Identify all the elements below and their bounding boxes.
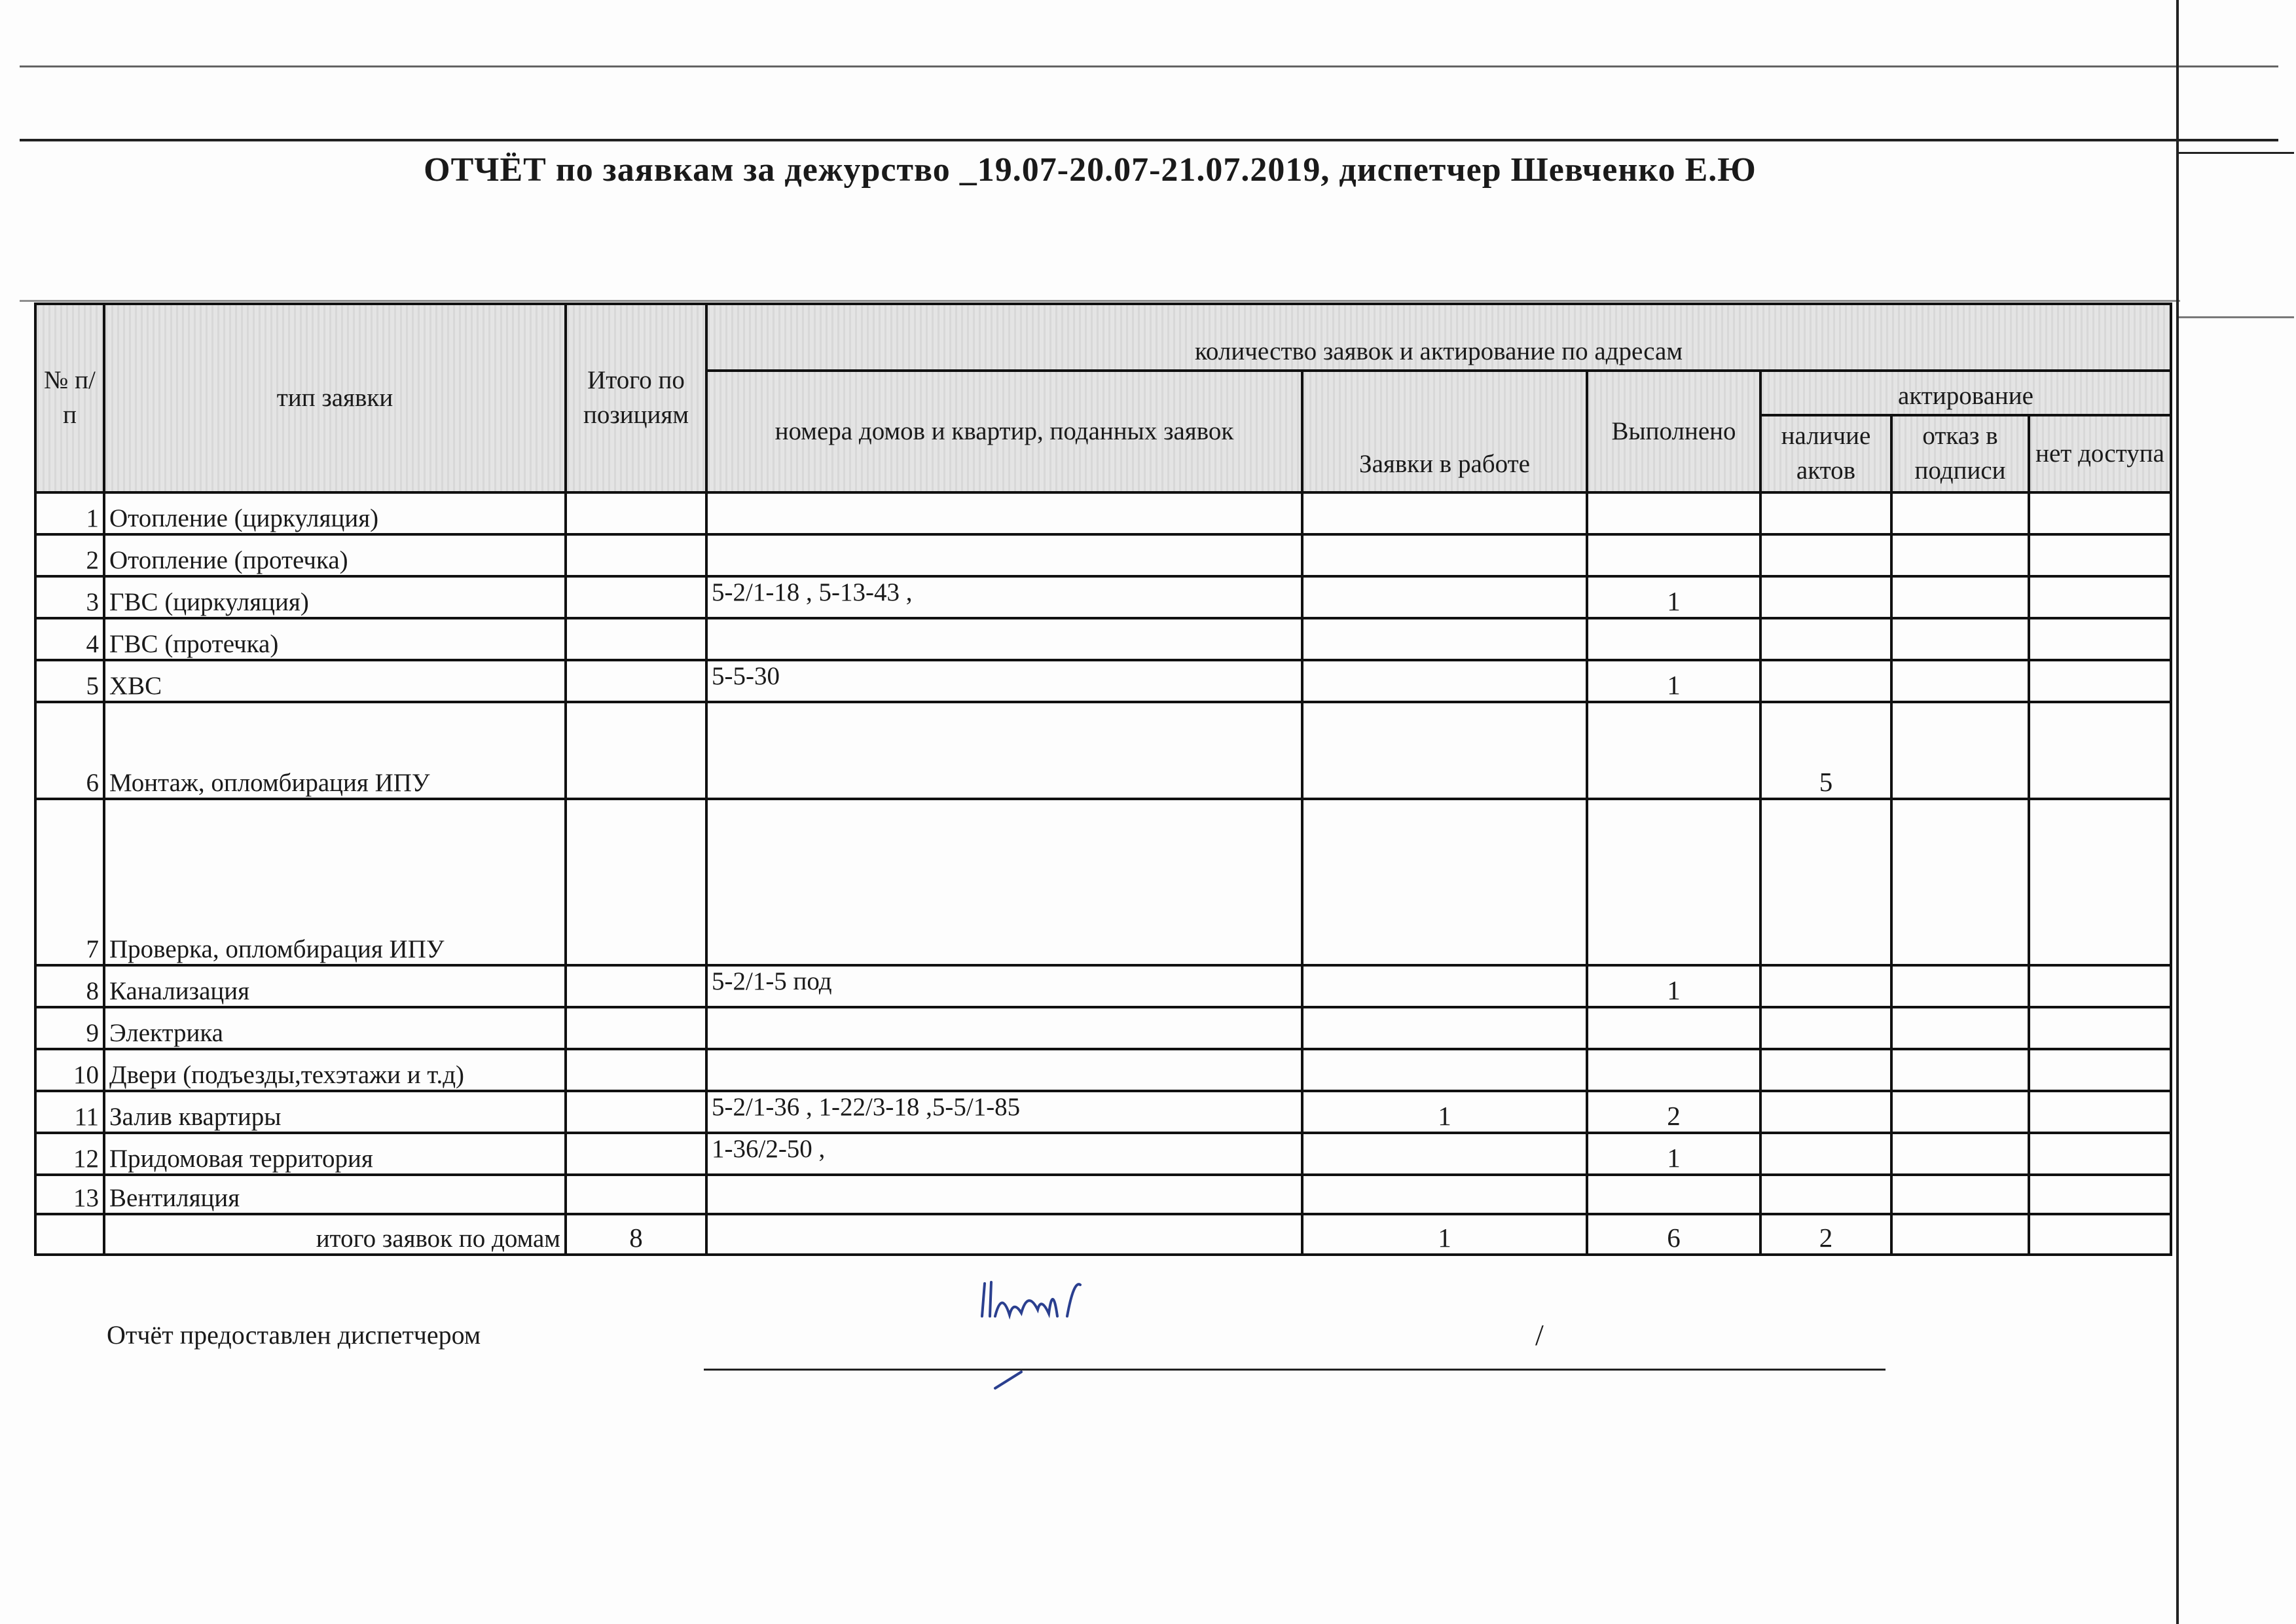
row-refusal bbox=[1891, 492, 2029, 534]
row-num: 5 bbox=[35, 660, 104, 702]
table-row bbox=[35, 660, 2171, 702]
row-in-work bbox=[1302, 660, 1587, 702]
row-itogo bbox=[566, 1049, 706, 1091]
row-num: 11 bbox=[35, 1091, 104, 1133]
report-table bbox=[34, 303, 2172, 1256]
header-num: № п/п bbox=[35, 304, 104, 492]
row-no-access bbox=[2029, 1133, 2171, 1175]
row-type: Монтаж, опломбирация ИПУ bbox=[104, 702, 566, 799]
right-stub-line-2 bbox=[2176, 316, 2294, 318]
row-refusal bbox=[1891, 799, 2029, 965]
row-num: 7 bbox=[35, 799, 104, 965]
row-refusal bbox=[1891, 1007, 2029, 1049]
totals-acts: 2 bbox=[1760, 1214, 1891, 1255]
row-in-work bbox=[1302, 1175, 1587, 1214]
row-no-access bbox=[2029, 799, 2171, 965]
row-in-work bbox=[1302, 1133, 1587, 1175]
header-no-access: нет доступа bbox=[2029, 415, 2171, 492]
row-num: 8 bbox=[35, 965, 104, 1007]
row-done bbox=[1587, 1175, 1760, 1214]
row-done bbox=[1587, 1007, 1760, 1049]
row-itogo bbox=[566, 1091, 706, 1133]
row-done: 1 bbox=[1587, 576, 1760, 618]
row-itogo bbox=[566, 576, 706, 618]
row-done bbox=[1587, 492, 1760, 534]
row-done: 1 bbox=[1587, 965, 1760, 1007]
row-num: 10 bbox=[35, 1049, 104, 1091]
row-acts bbox=[1760, 534, 1891, 576]
header-act-group: актирование bbox=[1760, 371, 2171, 415]
row-addresses bbox=[706, 1175, 1302, 1214]
row-addresses: 5-5-30 bbox=[706, 660, 1302, 702]
row-itogo bbox=[566, 702, 706, 799]
table-row bbox=[35, 618, 2171, 660]
row-done: 1 bbox=[1587, 1133, 1760, 1175]
row-itogo bbox=[566, 1007, 706, 1049]
header-group: количество заявок и актирование по адресам bbox=[706, 304, 2171, 371]
row-num: 4 bbox=[35, 618, 104, 660]
report-title: ОТЧЁТ по заявкам за дежурство _19.07-20.07-21.07.2019, диспетчер Шевченко Е.Ю bbox=[424, 151, 1757, 189]
row-refusal bbox=[1891, 965, 2029, 1007]
table-row bbox=[35, 576, 2171, 618]
header-in-work: Заявки в работе bbox=[1302, 371, 1587, 492]
row-itogo bbox=[566, 618, 706, 660]
table-row bbox=[35, 799, 2171, 965]
row-done bbox=[1587, 534, 1760, 576]
header-type: тип заявки bbox=[104, 304, 566, 492]
row-num: 12 bbox=[35, 1133, 104, 1175]
row-in-work bbox=[1302, 965, 1587, 1007]
row-num: 2 bbox=[35, 534, 104, 576]
row-in-work bbox=[1302, 534, 1587, 576]
table-row bbox=[35, 702, 2171, 799]
row-in-work bbox=[1302, 576, 1587, 618]
row-addresses bbox=[706, 618, 1302, 660]
row-acts bbox=[1760, 492, 1891, 534]
row-num: 6 bbox=[35, 702, 104, 799]
right-margin-line bbox=[2176, 0, 2179, 1624]
footer-slash: / bbox=[1535, 1318, 1544, 1352]
row-itogo bbox=[566, 534, 706, 576]
row-num: 1 bbox=[35, 492, 104, 534]
row-done bbox=[1587, 702, 1760, 799]
header-refusal: отказ в подписи bbox=[1891, 415, 2029, 492]
row-in-work bbox=[1302, 1007, 1587, 1049]
row-refusal bbox=[1891, 1091, 2029, 1133]
row-done bbox=[1587, 618, 1760, 660]
row-itogo bbox=[566, 965, 706, 1007]
row-addresses bbox=[706, 1007, 1302, 1049]
table-row bbox=[35, 1175, 2171, 1214]
row-acts bbox=[1760, 799, 1891, 965]
row-in-work bbox=[1302, 799, 1587, 965]
row-in-work bbox=[1302, 618, 1587, 660]
row-refusal bbox=[1891, 576, 2029, 618]
row-type: Залив квартиры bbox=[104, 1091, 566, 1133]
row-in-work bbox=[1302, 1049, 1587, 1091]
header-acts: наличие актов bbox=[1760, 415, 1891, 492]
row-itogo bbox=[566, 799, 706, 965]
row-done: 1 bbox=[1587, 660, 1760, 702]
row-no-access bbox=[2029, 576, 2171, 618]
row-type: Двери (подъезды,техэтажи и т.д) bbox=[104, 1049, 566, 1091]
row-type: ХВС bbox=[104, 660, 566, 702]
row-acts bbox=[1760, 618, 1891, 660]
row-refusal bbox=[1891, 660, 2029, 702]
row-in-work: 1 bbox=[1302, 1091, 1587, 1133]
header-done: Выполнено bbox=[1587, 371, 1760, 492]
row-type: ГВС (циркуляция) bbox=[104, 576, 566, 618]
row-addresses bbox=[706, 702, 1302, 799]
table-row bbox=[35, 965, 2171, 1007]
row-acts bbox=[1760, 1133, 1891, 1175]
totals-addresses bbox=[706, 1214, 1302, 1255]
top-rule-2 bbox=[20, 139, 2278, 141]
row-addresses: 5-2/1-36 , 1-22/3-18 ,5-5/1-85 bbox=[706, 1091, 1302, 1133]
totals-num-cell bbox=[35, 1214, 104, 1255]
row-num: 13 bbox=[35, 1175, 104, 1214]
row-no-access bbox=[2029, 1049, 2171, 1091]
row-in-work bbox=[1302, 702, 1587, 799]
table-row bbox=[35, 1049, 2171, 1091]
row-acts bbox=[1760, 965, 1891, 1007]
totals-in-work: 1 bbox=[1302, 1214, 1587, 1255]
row-refusal bbox=[1891, 1049, 2029, 1091]
top-rule-1 bbox=[20, 65, 2278, 67]
row-acts bbox=[1760, 1007, 1891, 1049]
row-no-access bbox=[2029, 1091, 2171, 1133]
totals-row bbox=[35, 1214, 2171, 1255]
row-no-access bbox=[2029, 534, 2171, 576]
row-no-access bbox=[2029, 1007, 2171, 1049]
signature bbox=[975, 1277, 1133, 1398]
row-type: Отопление (протечка) bbox=[104, 534, 566, 576]
row-addresses bbox=[706, 1049, 1302, 1091]
row-refusal bbox=[1891, 618, 2029, 660]
row-acts: 5 bbox=[1760, 702, 1891, 799]
header-addresses: номера домов и квартир, поданных заявок bbox=[706, 371, 1302, 492]
row-type: Канализация bbox=[104, 965, 566, 1007]
totals-itogo: 8 bbox=[566, 1214, 706, 1255]
row-itogo bbox=[566, 660, 706, 702]
row-type: Вентиляция bbox=[104, 1175, 566, 1214]
row-no-access bbox=[2029, 1175, 2171, 1214]
row-num: 9 bbox=[35, 1007, 104, 1049]
row-refusal bbox=[1891, 534, 2029, 576]
totals-done: 6 bbox=[1587, 1214, 1760, 1255]
row-type: Проверка, опломбирация ИПУ bbox=[104, 799, 566, 965]
row-acts bbox=[1760, 576, 1891, 618]
table-top-rule bbox=[20, 300, 2180, 302]
row-addresses bbox=[706, 492, 1302, 534]
table-row bbox=[35, 492, 2171, 534]
row-no-access bbox=[2029, 965, 2171, 1007]
table-row bbox=[35, 1091, 2171, 1133]
totals-refusal bbox=[1891, 1214, 2029, 1255]
signature-line bbox=[704, 1369, 1886, 1371]
row-type: Отопление (циркуляция) bbox=[104, 492, 566, 534]
row-acts bbox=[1760, 1091, 1891, 1133]
table-row bbox=[35, 1007, 2171, 1049]
totals-label: итого заявок по домам bbox=[104, 1214, 566, 1255]
row-acts bbox=[1760, 1175, 1891, 1214]
row-no-access bbox=[2029, 618, 2171, 660]
row-type: ГВС (протечка) bbox=[104, 618, 566, 660]
table-row bbox=[35, 534, 2171, 576]
table-row bbox=[35, 1133, 2171, 1175]
row-addresses bbox=[706, 534, 1302, 576]
row-type: Придомовая территория bbox=[104, 1133, 566, 1175]
totals-no-access bbox=[2029, 1214, 2171, 1255]
row-no-access bbox=[2029, 660, 2171, 702]
row-itogo bbox=[566, 1133, 706, 1175]
row-num: 3 bbox=[35, 576, 104, 618]
row-refusal bbox=[1891, 702, 2029, 799]
row-in-work bbox=[1302, 492, 1587, 534]
row-refusal bbox=[1891, 1175, 2029, 1214]
row-no-access bbox=[2029, 702, 2171, 799]
footer-label: Отчёт предоставлен диспетчером bbox=[107, 1320, 481, 1350]
row-addresses: 1-36/2-50 , bbox=[706, 1133, 1302, 1175]
row-itogo bbox=[566, 1175, 706, 1214]
row-acts bbox=[1760, 660, 1891, 702]
right-stub-line bbox=[2176, 152, 2294, 154]
row-no-access bbox=[2029, 492, 2171, 534]
row-itogo bbox=[566, 492, 706, 534]
header-itogo: Итого по позициям bbox=[566, 304, 706, 492]
row-addresses: 5-2/1-18 , 5-13-43 , bbox=[706, 576, 1302, 618]
row-refusal bbox=[1891, 1133, 2029, 1175]
row-done: 2 bbox=[1587, 1091, 1760, 1133]
row-done bbox=[1587, 799, 1760, 965]
row-acts bbox=[1760, 1049, 1891, 1091]
row-type: Электрика bbox=[104, 1007, 566, 1049]
row-addresses: 5-2/1-5 под bbox=[706, 965, 1302, 1007]
row-done bbox=[1587, 1049, 1760, 1091]
row-addresses bbox=[706, 799, 1302, 965]
